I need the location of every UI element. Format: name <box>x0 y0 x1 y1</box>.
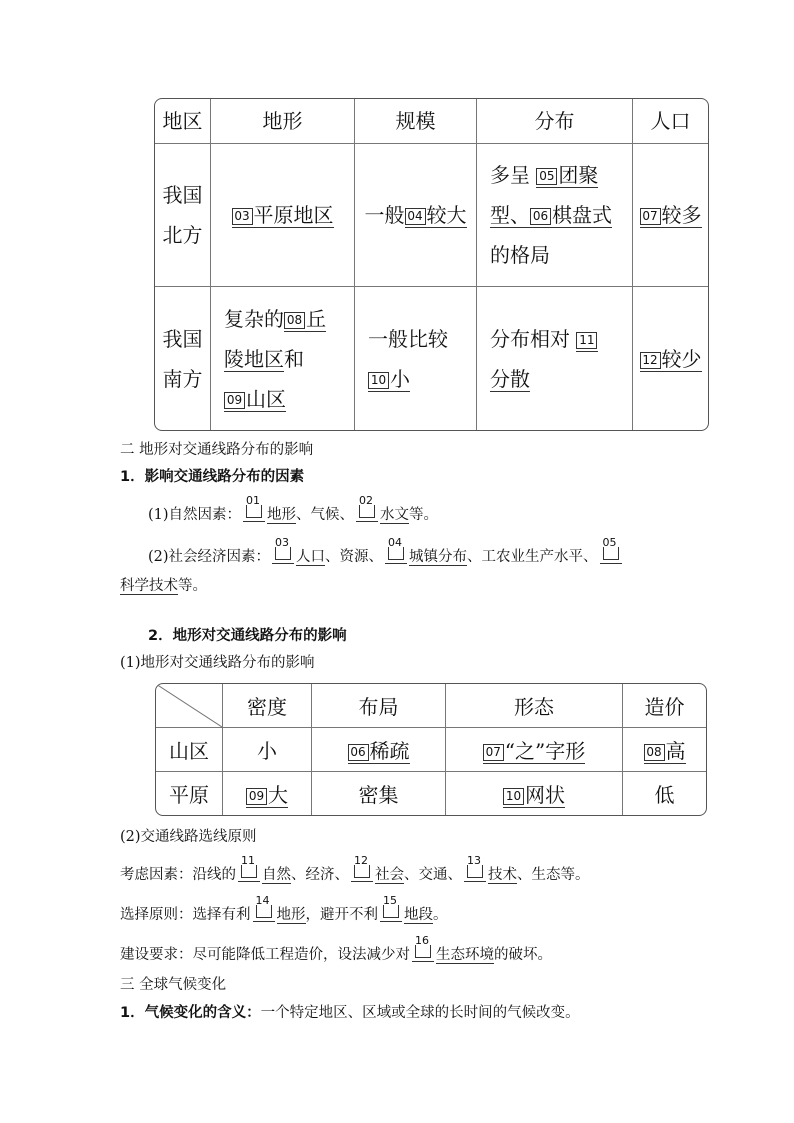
th-distribution: 分布 <box>477 99 633 144</box>
th-scale: 规模 <box>355 99 477 144</box>
distribution-south: 分布相对 11 分散 <box>477 287 633 430</box>
natural-factors-line: (1)自然因素： 01 地形、气候、 02 水文等。 <box>148 494 439 523</box>
terrain-south: 复杂的 08 丘 陵地区和 09 山区 <box>211 287 355 430</box>
subheading-route-principles: (2)交通线路选线原则 <box>120 829 257 845</box>
shape-plain: 10 网状 <box>446 772 623 815</box>
th-shape: 形态 <box>446 684 623 728</box>
th-region: 地区 <box>155 99 211 144</box>
section-3-title: 三 全球气候变化 <box>120 977 227 993</box>
th-density: 密度 <box>223 684 312 728</box>
construction-line: 建设要求：尽可能降低工程造价，设法减少对 16 生态环境的破坏。 <box>120 934 552 963</box>
section-2-title: 二 地形对交通线路分布的影响 <box>120 442 314 458</box>
row-label-mountain: 山区 <box>156 728 223 772</box>
terrain-north: 03 平原地区 <box>211 144 355 287</box>
scale-north: 一般 04 较大 <box>355 144 477 287</box>
subheading-terrain-influence: (1)地形对交通线路分布的影响 <box>120 655 315 671</box>
cost-plain: 低 <box>654 783 675 807</box>
th-layout: 布局 <box>312 684 446 728</box>
social-factors-line-2: 科学技术等。 <box>120 578 207 594</box>
table-row-mountain <box>156 728 706 772</box>
table-row-plain <box>156 772 706 815</box>
heading-factors: 1．影响交通线路分布的因素 <box>120 469 305 485</box>
distribution-north: 多呈 05 团聚 型、 06 棋盘式 的格局 <box>477 144 633 287</box>
population-south: 12 较少 <box>633 287 708 430</box>
principle-line: 选择原则：选择有利 14 地形，避开不利 15 地段。 <box>120 894 448 923</box>
settlement-table <box>154 98 709 431</box>
factors-line: 考虑因素：沿线的 11 自然、经济、 12 社会、交通、 13 技术、生态等。 <box>120 854 590 883</box>
th-population: 人口 <box>633 99 708 144</box>
climate-change-definition: 1．气候变化的含义：一个特定地区、区域或全球的长时间的气候改变。 <box>120 1005 580 1021</box>
region-north: 我国 北方 <box>155 144 211 287</box>
diagonal-line <box>156 684 222 727</box>
population-north: 07 较多 <box>633 144 708 287</box>
row-label-plain: 平原 <box>156 772 223 815</box>
social-factors-line: (2)社会经济因素： 03 人口、资源、 04 城镇分布、工农业生产水平、 05 <box>148 543 624 567</box>
density-plain: 09 大 <box>223 772 312 815</box>
scale-south: 一般比较 10 小 <box>355 287 477 430</box>
layout-mountain: 06 稀疏 <box>312 728 446 772</box>
region-south: 我国 南方 <box>155 287 211 430</box>
transport-table <box>155 683 707 816</box>
density-mountain: 小 <box>223 728 312 772</box>
table-row-north <box>155 144 708 287</box>
table-row-south <box>155 287 708 430</box>
layout-plain: 密集 <box>312 772 446 815</box>
th-terrain: 地形 <box>211 99 355 144</box>
heading-terrain-influence: 2．地形对交通线路分布的影响 <box>148 628 347 644</box>
th-cost: 造价 <box>623 684 706 728</box>
shape-mountain: 07 “之”字形 <box>446 728 623 772</box>
cost-mountain: 08 高 <box>623 728 706 772</box>
th-corner <box>156 684 223 728</box>
